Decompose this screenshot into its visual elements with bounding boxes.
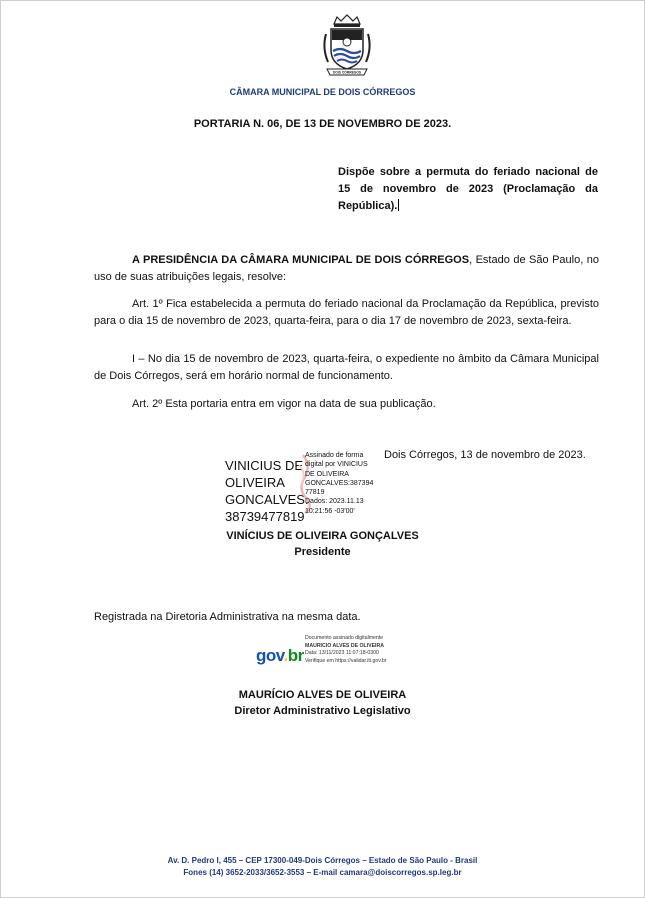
director-name: MAURÍCIO ALVES DE OLIVEIRA	[238, 689, 407, 701]
paragraph-resolve-rest: , Estado de São Paulo, no uso de suas atribuições legais, resolve:	[94, 254, 599, 283]
ementa-text: Dispõe sobre a permuta do feriado nacional de 15 de novembro de 2023 (Proclamação da República).	[338, 166, 598, 212]
registration-note: Registrada na Diretoria Administrativa na mesma data.	[94, 611, 361, 623]
signature-detail-line: GONCALVES:387394	[305, 479, 374, 487]
signature-name-line: OLIVEIRA	[225, 475, 285, 490]
crest-ribbon-text: DOIS CÓRREGOS	[332, 70, 362, 75]
govbr-stamp-line: Verifique em https://validar.iti.gov.br	[305, 657, 387, 664]
president-name: VINÍCIUS DE OLIVEIRA GONÇALVES	[226, 530, 419, 542]
president-role: Presidente	[294, 546, 351, 558]
digital-signature-details	[305, 451, 387, 516]
govbr-logo-gov: gov	[256, 646, 284, 665]
govbr-logo-br: br	[287, 646, 304, 665]
signature-name-line: 38739477819	[225, 509, 305, 524]
paragraph-item-i	[94, 351, 599, 385]
footer-contact: Fones (14) 3652-2033/3652-3553 – E-mail camara@doiscorregos.sp.leg.br	[183, 868, 462, 877]
signature-name-line: GONCALVES:	[225, 492, 309, 507]
municipal-crest-icon	[320, 14, 374, 78]
paragraph-item-i-text: I – No dia 15 de novembro de 2023, quarta-feira, o expediente no âmbito da Câmara Municipal de Dois Córregos, será em horário normal de funcionamento.	[94, 353, 599, 382]
ementa-block	[338, 164, 598, 215]
govbr-stamp-line: Data: 13/11/2023 11:07:18-0300	[305, 650, 379, 656]
govbr-stamp-text	[305, 635, 387, 665]
footer-address: Av. D. Pedro I, 455 – CEP 17300-049-Dois Córregos – Estado de São Paulo - Brasil	[167, 856, 478, 865]
paragraph-resolve	[94, 252, 599, 286]
govbr-logo	[256, 646, 304, 666]
signature-detail-line: digital por VINICIUS	[305, 461, 368, 469]
govbr-stamp-signer: MAURICIO ALVES DE OLIVEIRA	[305, 642, 384, 649]
signature-detail-line: Dados: 2023.11.13	[305, 498, 364, 506]
paragraph-art2	[94, 396, 599, 413]
document-title: PORTARIA N. 06, DE 13 DE NOVEMBRO DE 2023.	[193, 118, 452, 130]
govbr-logo-dot: .	[283, 646, 288, 665]
paragraph-art1	[94, 296, 599, 330]
signature-detail-line: 77819	[305, 489, 325, 497]
director-role: Diretor Administrativo Legislativo	[234, 705, 411, 717]
paragraph-art2-text: Art. 2º Esta portaria entra em vigor na data de sua publicação.	[132, 398, 436, 410]
paragraph-art1-text: Art. 1º Fica estabelecida a permuta do feriado nacional da Proclamação da República, previsto para o dia 15 de novembro de 2023, quarta-feira, para o dia 17 de novembro de 2023, sexta-feira.	[94, 298, 599, 327]
signature-name-line: VINICIUS DE	[225, 458, 304, 473]
govbr-stamp-line: Documento assinado digitalmente	[305, 635, 384, 641]
chamber-name: CÂMARA MUNICIPAL DE DOIS CÓRREGOS	[229, 87, 416, 97]
presidency-heading: A PRESIDÊNCIA DA CÂMARA MUNICIPAL DE DOIS CÓRREGOS	[132, 254, 470, 266]
signature-detail-line: DE OLIVEIRA	[305, 470, 349, 478]
text-cursor	[398, 199, 399, 211]
signature-detail-line: Assinado de forma	[305, 452, 364, 459]
place-date: Dois Córregos, 13 de novembro de 2023.	[384, 449, 586, 461]
signature-detail-line: 10:21:56 -03'00'	[305, 507, 355, 515]
